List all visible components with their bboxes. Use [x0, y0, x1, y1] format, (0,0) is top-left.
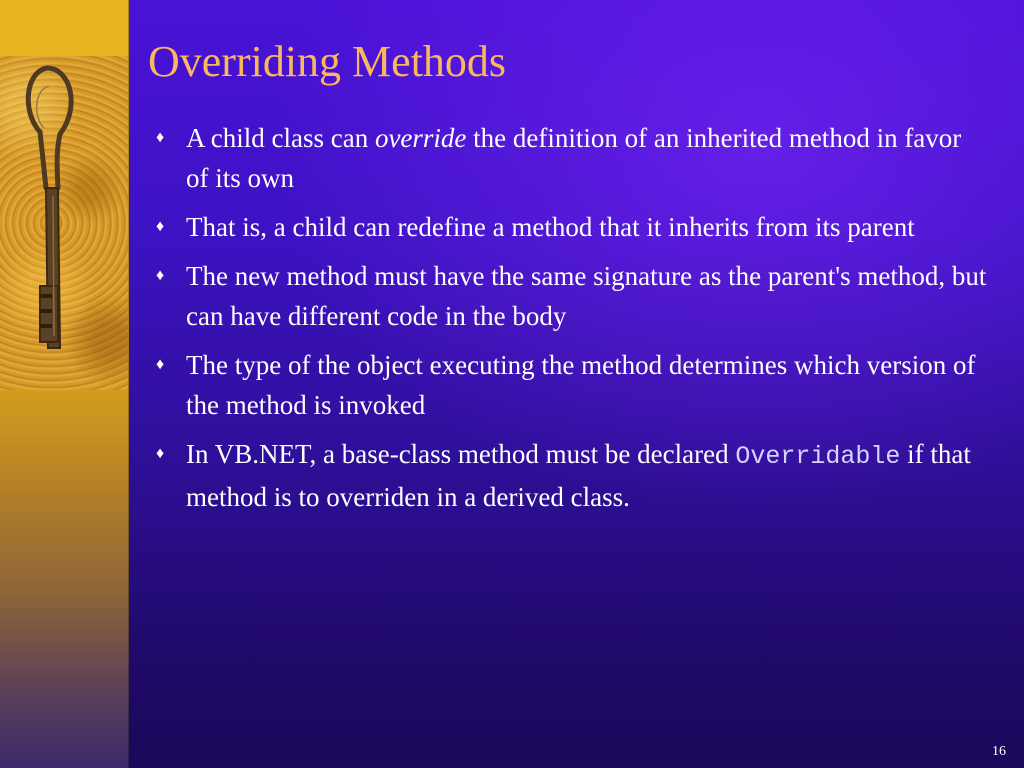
bullet-item-same-signature — [148, 256, 988, 336]
bullet-item-object-type — [148, 345, 988, 425]
bullet-list — [148, 118, 988, 526]
bullet-item-override-definition — [148, 118, 988, 198]
bullet-text: That is, a child can redefine a method that it inherits from its parent — [186, 212, 915, 242]
slide-title: Overriding Methods — [148, 37, 507, 86]
bullet-text: The type of the object executing the method determines which version of the method is invoked — [186, 350, 976, 420]
diamond-bullet-icon: ♦ — [156, 267, 165, 284]
diamond-bullet-icon: ♦ — [156, 356, 165, 373]
italic-override-term: override — [374, 123, 467, 153]
skeleton-key-icon — [0, 56, 128, 390]
bullet-text — [186, 439, 971, 512]
bullet-text-part: In VB.NET, a base-class method must be declared — [186, 439, 736, 469]
page-number: 16 — [992, 744, 1006, 759]
key-image — [0, 56, 128, 390]
bullet-item-vbnet-overridable — [148, 434, 988, 517]
bullet-text-part: A child class can — [186, 123, 375, 153]
bullet-text — [186, 123, 961, 193]
diamond-bullet-icon: ♦ — [156, 445, 165, 462]
side-decorative-strip — [0, 0, 129, 768]
bullet-text-part: the definition of an inherited method in favor of its own — [186, 123, 962, 193]
diamond-bullet-icon: ♦ — [156, 129, 165, 146]
code-keyword-overridable: Overridable — [735, 442, 901, 471]
bullet-text-part: if that method is to overriden in a derived class. — [186, 439, 971, 512]
diamond-bullet-icon: ♦ — [156, 218, 165, 235]
bullet-item-redefine-method — [148, 207, 988, 247]
bullet-text: The new method must have the same signature as the parent's method, but can have different code in the body — [186, 261, 987, 331]
